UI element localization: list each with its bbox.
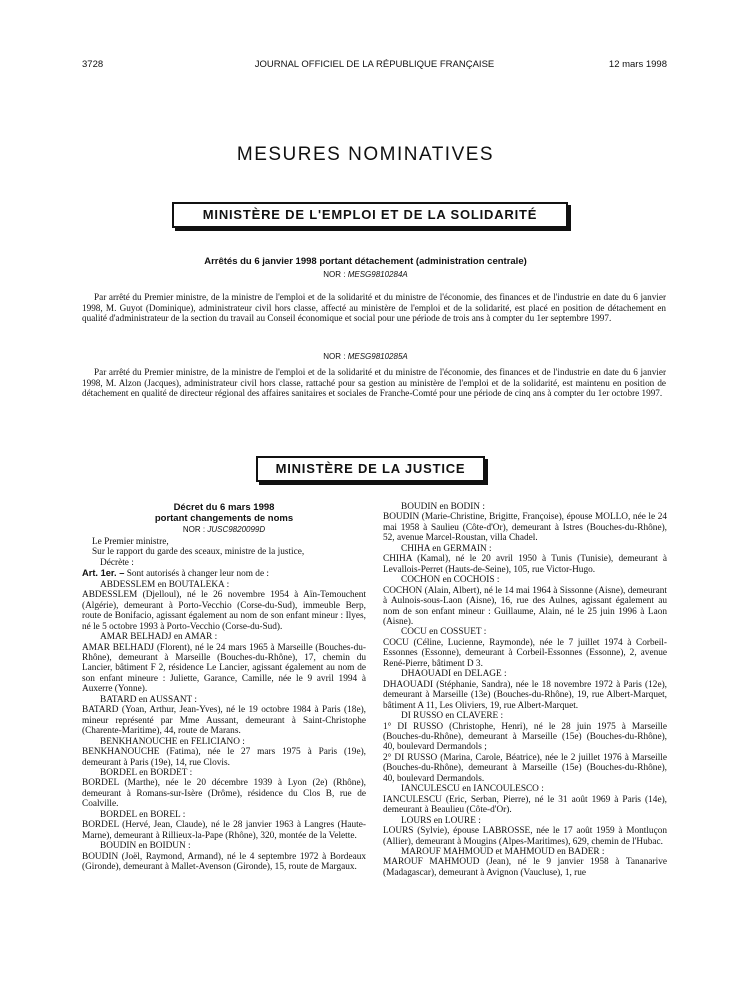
name-change-entry: BATARD (Yoan, Arthur, Jean-Yves), né le 19 octobre 1984 à Paris (18e), mineur représenté par Mme Aussant, demeurant à Saint-Christophe (Charente-Maritime), 44, route de Marans. — [82, 705, 366, 737]
name-change-heading: MAROUF MAHMOUD et MAHMOUD en BADER : — [401, 846, 605, 857]
article-label: Art. 1er. – — [82, 568, 125, 579]
decret-title: Décret du 6 mars 1998 — [173, 502, 275, 513]
section-title: MESURES NOMINATIVES — [236, 144, 495, 165]
nor-code: MESG9810284A — [347, 270, 408, 279]
name-change-heading: COCHON en COCHOIS : — [401, 575, 500, 586]
right-entries — [383, 502, 667, 878]
name-change-entry: COCHON (Alain, Albert), né le 14 mai 1964 à Sissonne (Aisne), demeurant à Aulnois-sous-Laon (Aisne), 16, rue des Aulnes, agissant également au nom de son enfant mineur : Guillaume, Alain, né le 25 juin 1996 à Laon (Aisne). — [383, 585, 667, 627]
right-column — [383, 502, 667, 878]
name-change-entry: IANCULESCU (Eric, Serban, Pierre), né le 31 août 1969 à Paris (14e), demeurant à Beaulieu (Côte-d'Or). — [383, 794, 667, 816]
left-column — [82, 502, 366, 873]
running-header — [82, 59, 667, 73]
name-change-entry: DHAOUADI (Stéphanie, Sandra), née le 18 novembre 1972 à Paris (12e), demeurant à Marseille (13e) (Bouches-du-Rhône), 19, rue Albert-Marquet, bâtiment A 11, Les Oliviers, 19, rue Albert-Marquet. — [383, 679, 667, 711]
name-change-entry: BOUDIN (Marie-Christine, Brigitte, Françoise), épouse MOLLO, née le 24 mai 1958 à Saulieu (Côte-d'Or), demeurant à Istres (Bouches-du-Rhône), 52, avenue Marcel-Roustan, villa Chadel. — [383, 512, 667, 544]
nor-code: JUSC9820099D — [207, 525, 266, 534]
nor-label: NOR : — [323, 352, 346, 361]
ministry-heading-emploi: MINISTÈRE DE L'EMPLOI ET DE LA SOLIDARITÉ — [172, 202, 568, 228]
nor-line-1 — [0, 270, 731, 279]
name-change-heading: BORDEL en BORDET : — [100, 767, 193, 778]
issue-date: 12 mars 1998 — [608, 59, 667, 70]
left-entries — [82, 580, 366, 873]
name-change-entry: MAROUF MAHMOUD (Jean), né le 9 janvier 1958 à Tananarive (Madagascar), demeurant à Avignon (Vaucluse), 1, rue — [383, 857, 667, 878]
nor-label: NOR : — [182, 525, 206, 534]
nor-code: MESG9810285A — [347, 352, 408, 361]
name-change-entry: BORDEL (Hervé, Jean, Claude), né le 28 janvier 1963 à Langres (Haute-Marne), demeurant à Rillieux-la-Pape (Rhône), 320, montée de la Velette. — [82, 820, 366, 841]
name-change-entry: CHIHA (Kamal), né le 20 avril 1950 à Tunis (Tunisie), demeurant à Levallois-Perret (Hauts-de-Seine), 105, rue Victor-Hugo. — [383, 554, 667, 575]
article-1 — [82, 568, 366, 579]
name-change-heading: DHAOUADI en DELAGE : — [401, 669, 507, 680]
name-change-entry: BORDEL (Marthe), née le 20 décembre 1939 à Lyon (2e) (Rhône), demeurant à Romans-sur-Isère (Drôme), résidence du Clos B, rue de Coalville. — [82, 778, 366, 810]
name-change-entry: BENKHANOUCHE (Fatima), née le 27 mars 1975 à Paris (19e), demeurant à Paris (19e), 14, rue Clovis. — [82, 747, 366, 768]
name-change-entry: AMAR BELHADJ (Florent), né le 24 mars 1965 à Marseille (Bouches-du-Rhône), demeurant à Marseille (Bouches-du-Rhône), 17, chemin du Lancier, bâtiment F 2, résidence Le Lancier, agissant également au nom de son enfant mineure : Juliette, Garance, Camille, née le 9 avril 1994 à Auxerre (Yonne). — [82, 642, 366, 695]
paragraph-alzon: Par arrêté du Premier ministre, de la ministre de l'emploi et de la solidarité et du ministre de l'économie, des finances et de l'industrie en date du 6 janvier 1998, M. Alzon (Jacques), administrateur civil hors classe, rattaché pour sa gestion au ministère de l'emploi et de la solidarité, est maintenu en position de détachement en qualité de directeur régional des affaires sanitaires et sociales de Franche-Comté pour une période de cinq ans à compter du 1er octobre 1997. — [82, 367, 666, 399]
nor-label: NOR : — [323, 270, 346, 279]
arrete-title: Arrêtés du 6 janvier 1998 portant détachement (administration centrale) — [204, 256, 527, 267]
nor-line-2 — [0, 352, 731, 361]
name-change-entry: BOUDIN (Joël, Raymond, Armand), né le 4 septembre 1972 à Bordeaux (Gironde), demeurant à Mallet-Avenson (Gironde), 15, route de Margaux. — [82, 851, 366, 873]
name-change-heading: BORDEL en BOREL : — [100, 809, 186, 820]
name-change-entry: LOURS (Sylvie), épouse LABROSSE, née le 17 août 1959 à Montluçon (Allier), demeurant à Mougins (Alpes-Maritimes), 629, chemin de l'Hubac. — [383, 826, 667, 847]
name-change-entry: COCU (Céline, Lucienne, Raymonde), née le 7 juillet 1974 à Corbeil-Essonnes (Essonne), demeurant à Corbeil-Essonnes (Essonne), 2, avenue René-Pierre, bâtiment D 3. — [383, 637, 667, 669]
decret-subtitle: portant changements de noms — [154, 513, 294, 524]
decret-nor — [82, 524, 366, 535]
name-change-entry: 2° DI RUSSO (Marina, Carole, Béatrice), née le 2 juillet 1976 à Marseille (Bouches-du-Rhône), demeurant à Marseille (15e) (Bouches-du-Rhône), 40, boulevard Dermandols. — [383, 752, 667, 784]
ministry-heading-justice: MINISTÈRE DE LA JUSTICE — [256, 456, 485, 482]
name-change-heading: BENKHANOUCHE en FELICIANO : — [100, 736, 245, 747]
name-change-heading: BOUDIN en BODIN : — [401, 502, 485, 512]
name-change-heading: DI RUSSO en CLAVERE : — [401, 711, 504, 722]
name-change-heading: IANCULESCU en IANCOULESCO : — [401, 784, 544, 795]
page-number: 3728 — [82, 59, 104, 70]
decrete: Décrète : — [100, 557, 134, 568]
journal-title: JOURNAL OFFICIEL DE LA RÉPUBLIQUE FRANÇAISE — [254, 59, 495, 70]
name-change-heading: BATARD en AUSSANT : — [100, 694, 197, 705]
name-change-heading: LOURS en LOURE : — [401, 815, 481, 826]
name-change-heading: ABDESSLEM en BOUTALEKA : — [100, 579, 230, 590]
article-text: Sont autorisés à changer leur nom de : — [126, 569, 269, 580]
name-change-heading: COCU en COSSUET : — [401, 627, 487, 638]
name-change-entry: 1° DI RUSSO (Christophe, Henri), né le 28 juin 1975 à Marseille (Bouches-du-Rhône), demeurant à Marseille (15e) (Bouches-du-Rhône), 40, boulevard Dermandols ; — [383, 721, 667, 753]
name-change-heading: CHIHA en GERMAIN : — [401, 543, 492, 554]
name-change-entry: ABDESSLEM (Djelloul), né le 26 novembre 1954 à Aïn-Temouchent (Algérie), demeurant à Porto-Vecchio (Corse-du-Sud), immeuble Berp, route de Bonifacio, agissant également au nom de son enfant mineur : Ilyes, né le 5 octobre 1993 à Porto-Vecchio (Corse-du-Sud). — [82, 590, 366, 632]
intro-premier-ministre: Le Premier ministre, — [92, 537, 169, 547]
paragraph-guyot: Par arrêté du Premier ministre, de la ministre de l'emploi et de la solidarité et du ministre de l'économie, des finances et de l'industrie en date du 6 janvier 1998, M. Guyot (Dominique), administrateur civil hors classe, affecté au ministère de l'emploi et de la solidarité, est placé en position de détachement en qualité d'administrateur de la section du travail au Conseil économique et social pour une période de trois ans à compter du 1er septembre 1997. — [82, 292, 666, 324]
name-change-heading: AMAR BELHADJ en AMAR : — [100, 632, 218, 643]
intro-rapport: Sur le rapport du garde des sceaux, ministre de la justice, — [92, 547, 305, 558]
name-change-heading: BOUDIN en BOIDUN : — [100, 841, 191, 852]
